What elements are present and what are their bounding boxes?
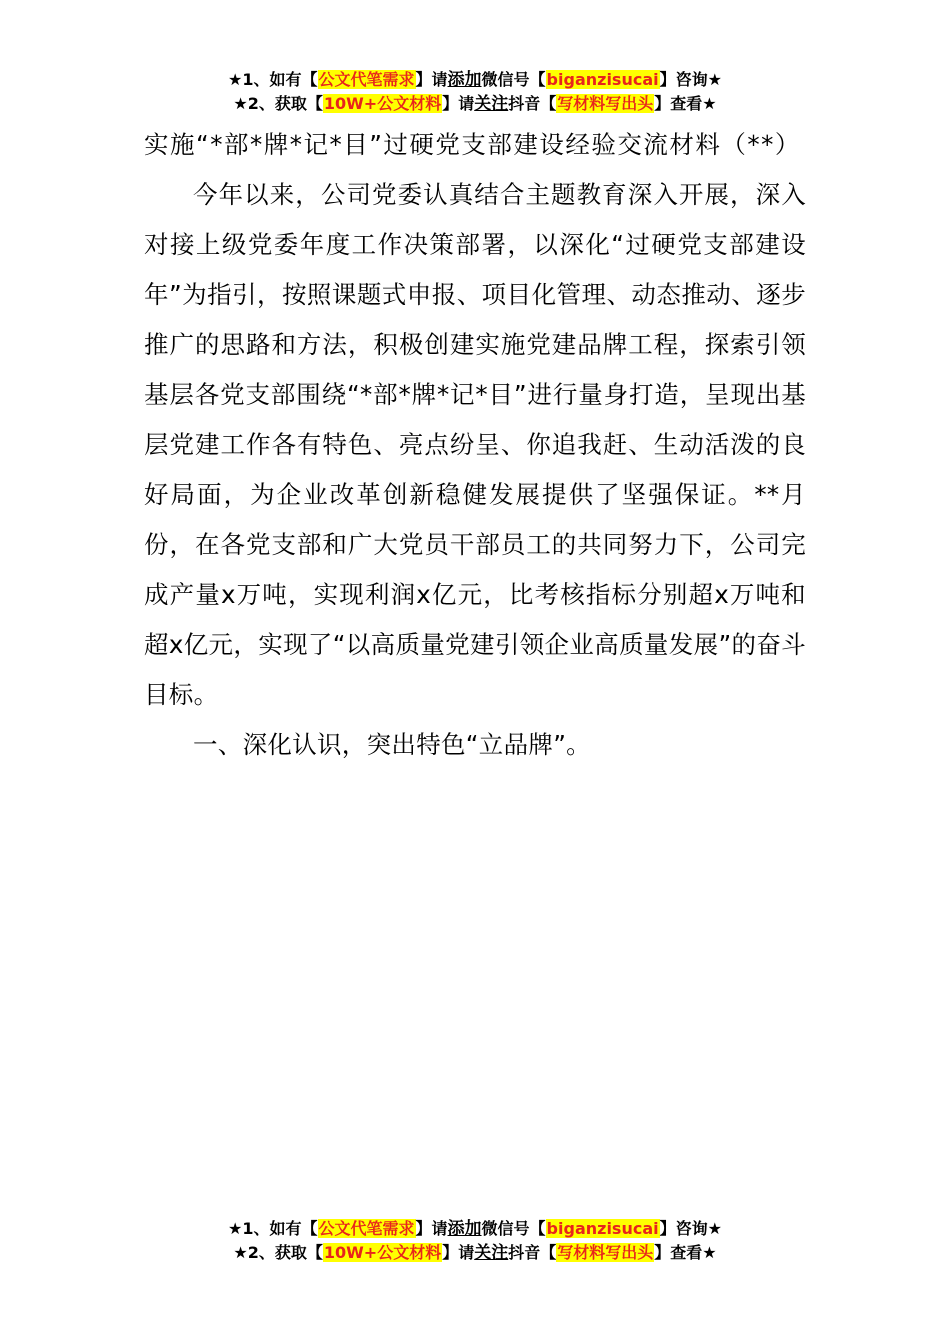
footer-banner — [0, 1217, 950, 1265]
banner-line-2 — [0, 92, 950, 116]
banner-text: 微信号【 — [481, 1219, 546, 1238]
banner-highlight: biganzisucai — [546, 70, 659, 89]
banner-text: 】查看★ — [654, 1243, 717, 1262]
body-paragraph: 今年以来，公司党委认真结合主题教育深入开展，深入对接上级党委年度工作决策部署，以深化“过硬党支部建设年”为指引，按照课题式申报、项目化管理、动态推动、逐步推广的思路和方法，积极创建实施党建品牌工程，探索引领基层各党支部围绕“*部*牌*记*目”进行量身打造，呈现出基层党建工作各有特色、亮点纷呈、你追我赶、生动活泼的良好局面，为企业改革创新稳健发展提供了坚强保证。**月份，在各党支部和广大党员干部员工的共同努力下，公司完成产量x万吨，实现利润x亿元，比考核指标分别超x万吨和超x亿元，实现了“以高质量党建引领企业高质量发展”的奋斗目标。 — [144, 180, 806, 709]
banner-highlight: biganzisucai — [546, 1219, 659, 1238]
banner-highlight: 写材料写出头 — [557, 94, 654, 113]
banner-text: 】咨询★ — [659, 70, 722, 89]
banner-text: 】查看★ — [654, 94, 717, 113]
banner-highlight: 10W+公文材料 — [323, 94, 442, 113]
banner-text: 微信号【 — [481, 70, 546, 89]
banner-text: 抖音【 — [508, 1243, 557, 1262]
banner-text: ★1、如有【 — [228, 1219, 318, 1238]
banner-emphasis: 关注 — [474, 1243, 509, 1263]
banner-text: 抖音【 — [508, 94, 557, 113]
header-banner — [0, 68, 950, 116]
banner-text: ★2、获取【 — [233, 1243, 323, 1262]
banner-text: 】请 — [442, 1243, 475, 1262]
banner-text: 】请 — [442, 94, 475, 113]
banner-line-1 — [0, 68, 950, 92]
banner-line-2 — [0, 1241, 950, 1265]
banner-emphasis: 添加 — [447, 1219, 482, 1239]
banner-line-1 — [0, 1217, 950, 1241]
banner-text: ★1、如有【 — [228, 70, 318, 89]
section-heading: 一、深化认识，突出特色“立品牌”。 — [193, 730, 591, 759]
banner-highlight: 公文代笔需求 — [318, 1219, 415, 1238]
banner-emphasis: 添加 — [447, 70, 482, 90]
banner-text: 】请 — [415, 70, 448, 89]
document-title: 实施“*部*牌*记*目”过硬党支部建设经验交流材料（**） — [144, 130, 801, 159]
banner-emphasis: 关注 — [474, 94, 509, 114]
banner-highlight: 10W+公文材料 — [323, 1243, 442, 1262]
banner-highlight: 写材料写出头 — [557, 1243, 654, 1262]
banner-text: 】请 — [415, 1219, 448, 1238]
banner-text: ★2、获取【 — [233, 94, 323, 113]
banner-text: 】咨询★ — [659, 1219, 722, 1238]
banner-highlight: 公文代笔需求 — [318, 70, 415, 89]
document-body — [144, 120, 806, 770]
